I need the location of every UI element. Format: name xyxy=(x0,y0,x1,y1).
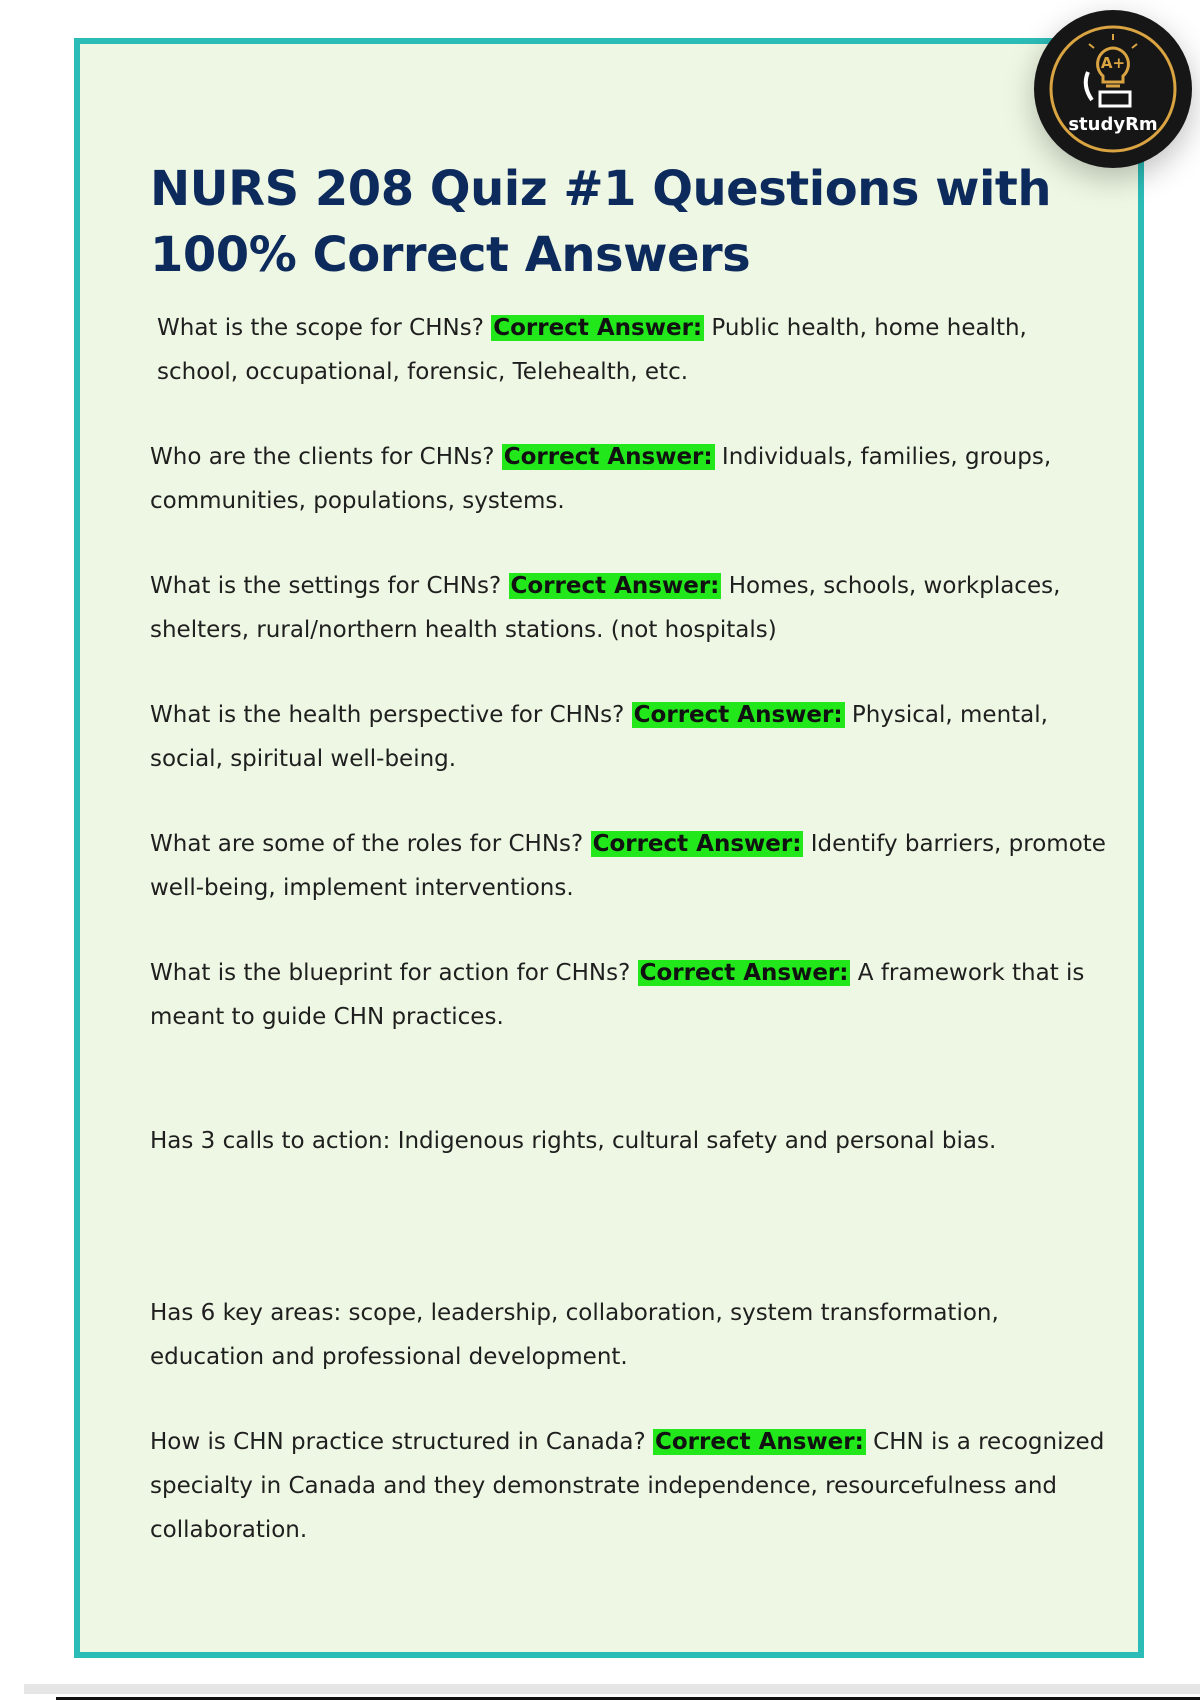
qa-item xyxy=(150,564,1110,652)
answer-text: Public health, home health, school, occupational, forensic, Telehealth, etc. xyxy=(157,315,1027,385)
question-text: Who are the clients for CHNs? xyxy=(150,444,495,470)
answer-text: Identify barriers, promote well-being, implement interventions. xyxy=(150,831,1106,901)
qa-item xyxy=(150,306,1110,394)
studyrm-logo xyxy=(1034,10,1192,168)
qa-item xyxy=(150,435,1110,523)
answer-text: A framework that is meant to guide CHN practices. xyxy=(150,960,1085,1030)
lightbulb-laurel-icon xyxy=(1034,10,1192,168)
note-calls-to-action: Has 3 calls to action: Indigenous rights, cultural safety and personal bias. xyxy=(150,1128,997,1154)
answer-text: Physical, mental, social, spiritual well-being. xyxy=(150,702,1048,772)
question-text: What is the health perspective for CHNs? xyxy=(150,702,625,728)
correct-answer-label: Correct Answer: xyxy=(633,702,843,728)
note-key-areas: Has 6 key areas: scope, leadership, collaboration, system transformation, education and professional development. xyxy=(150,1300,999,1370)
document-page xyxy=(74,38,1144,1658)
answer-text: Homes, schools, workplaces, shelters, rural/northern health stations. (not hospitals) xyxy=(150,573,1061,643)
correct-answer-label: Correct Answer: xyxy=(639,960,849,986)
correct-answer-label: Correct Answer: xyxy=(592,831,802,857)
document-title: NURS 208 Quiz #1 Questions with 100% Correct Answers xyxy=(150,161,1052,283)
correct-answer-label: Correct Answer: xyxy=(654,1429,864,1455)
question-text: What is the settings for CHNs? xyxy=(150,573,502,599)
qa-item xyxy=(150,951,1110,1039)
grade-badge: A+ xyxy=(1100,54,1126,72)
qa-item xyxy=(150,822,1110,910)
qa-list xyxy=(150,306,1110,1593)
question-text: What is the scope for CHNs? xyxy=(157,315,484,341)
logo-brand-text: studyRm xyxy=(1068,114,1158,135)
answer-text: CHN is a recognized specialty in Canada and they demonstrate independence, resourcefulness and collaboration. xyxy=(150,1429,1105,1543)
correct-answer-label: Correct Answer: xyxy=(493,315,703,341)
qa-item xyxy=(150,1420,1110,1552)
correct-answer-label: Correct Answer: xyxy=(510,573,720,599)
qa-item xyxy=(150,693,1110,781)
question-text: What is the blueprint for action for CHNs? xyxy=(150,960,631,986)
question-text: How is CHN practice structured in Canada? xyxy=(150,1429,646,1455)
answer-text: Individuals, families, groups, communities, populations, systems. xyxy=(150,444,1052,514)
page-bottom-bar xyxy=(24,1684,1200,1694)
correct-answer-label: Correct Answer: xyxy=(503,444,713,470)
question-text: What are some of the roles for CHNs? xyxy=(150,831,584,857)
